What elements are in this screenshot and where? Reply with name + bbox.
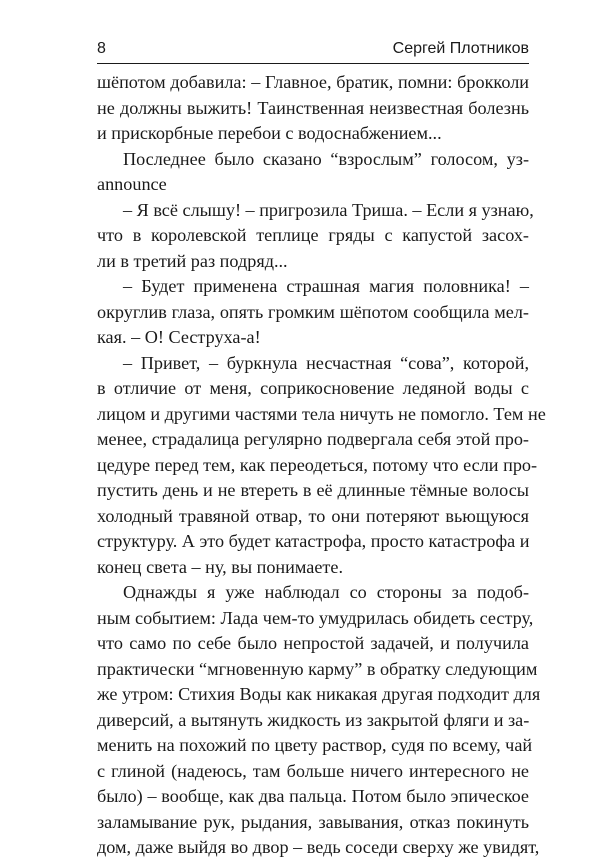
author-name: Сергей Плотников bbox=[392, 40, 529, 57]
text-line: не должны выжить! Таинственная неизвестная болезнь bbox=[97, 97, 529, 118]
text-line: было) – вообще, как два пальца. Потом было эпическое bbox=[97, 786, 529, 807]
text-line: – Будет применена страшная магия половника! – bbox=[123, 276, 529, 297]
text-line: холодный травяной отвар, то они потеряют вьющуюся bbox=[97, 505, 529, 526]
text-line: announce bbox=[97, 174, 167, 195]
text-line: структуру. А это будет катастрофа, просто катастрофа и bbox=[97, 531, 530, 552]
running-head bbox=[97, 36, 529, 58]
text-line: дом, даже выйдя во двор – ведь соседи сверху же увидят, bbox=[97, 837, 540, 858]
text-line: с глиной (надеюсь, там больше ничего интересного не bbox=[97, 760, 529, 781]
text-line: же утром: Стихия Воды как никакая другая подходит для bbox=[97, 684, 541, 705]
text-line: ли в третий раз подряд... bbox=[97, 250, 288, 271]
text-line: лицом и другими частями тела ничуть не помогло. Тем не bbox=[97, 403, 546, 424]
text-line: конец света – ну, вы понимаете. bbox=[97, 556, 343, 577]
book-page bbox=[97, 36, 546, 861]
text-line: округлив глаза, опять громким шёпотом сообщила мел- bbox=[97, 301, 529, 322]
text-line: менее, страдалица регулярно подвергала себя этой про- bbox=[97, 429, 529, 450]
text-line: и прискорбные перебои с водоснабжением... bbox=[97, 123, 442, 144]
text-line: менить на похожий по цвету раствор, судя по всему, чай bbox=[97, 735, 533, 756]
text-line: что в королевской теплице гряды с капустой засох- bbox=[97, 225, 529, 246]
text-line: – Привет, – буркнула несчастная “сова”, которой, bbox=[123, 352, 529, 373]
text-line: пустить день и не втереть в её длинные тёмные волосы bbox=[97, 480, 529, 501]
text-line: ным событием: Лада чем-то умудрилась обидеть сестру, bbox=[97, 607, 534, 628]
text-line: в отличие от меня, соприкосновение ледяной воды с bbox=[97, 378, 529, 399]
text-line: цедуре перед тем, как переодеться, потому что если про- bbox=[97, 454, 538, 475]
body-text bbox=[97, 70, 546, 861]
text-line: заламывание рук, рыдания, завывания, отказ покинуть bbox=[97, 811, 529, 832]
header-rule bbox=[97, 63, 529, 64]
text-line: кая. – О! Сеструха-а! bbox=[97, 327, 261, 348]
text-line: – Я всё слышу! – пригрозила Триша. – Если я узнаю, bbox=[123, 199, 534, 220]
text-line: что само по себе было непростой задачей, и получила bbox=[97, 633, 529, 654]
text-line: Последнее было сказано “взрослым” голосом, уз- bbox=[123, 148, 529, 169]
text-line: практически “мгновенную карму” в обратку следующим bbox=[97, 658, 538, 679]
text-line: Однажды я уже наблюдал со стороны за подоб- bbox=[123, 582, 529, 603]
page-number: 8 bbox=[97, 40, 106, 57]
text-line: шёпотом добавила: – Главное, братик, помни: брокколи bbox=[97, 72, 529, 93]
text-line: диверсий, а вытянуть жидкость из закрытой фляги и за- bbox=[97, 709, 530, 730]
